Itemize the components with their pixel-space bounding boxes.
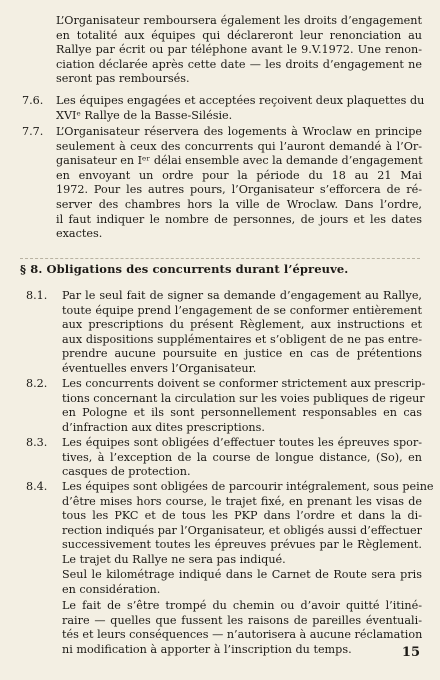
paragraph-8-3 — [62, 436, 422, 480]
text-line: Le fait de s’être trompé du chemin ou d’avoir quitté l’itiné- — [62, 599, 422, 612]
text-line: tés et leurs conséquences — n’autorisera à aucune réclamation — [62, 628, 423, 642]
text-line: Les équipes sont obligées de parcourir intégralement, sous peine — [62, 480, 434, 493]
text-line: ganisateur en Iᵉʳ délai ensemble avec la demande d’engagement — [56, 154, 423, 168]
section-heading: § 8. Obligations des concurrents durant l’épreuve. — [20, 262, 349, 276]
text-line: Les équipes sont obligées d’effectuer toutes les épreuves spor- — [62, 436, 422, 449]
text-line: aux dispositions supplémentaires et s’obligent de ne pas entre- — [62, 332, 422, 346]
text-line: rection indiqués par l’Organisateur, et obligés aussi d’effectuer — [62, 523, 422, 537]
text-line: tives, à l’exception de la course de longue distance, (So), en — [62, 450, 422, 464]
text-line: éventuelles envers l’Organisateur. — [62, 361, 257, 375]
text-line: raire — quelles que fussent les raisons de pareilles éventuali- — [62, 613, 422, 627]
text-line: en Pologne et ils sont personnellement responsables en cas — [62, 406, 422, 420]
text-line: toute équipe prend l’engagement de se conformer entièrement — [62, 303, 422, 317]
text-line: 1972. Pour les autres pours, l’Organisateur s’efforcera de ré- — [56, 183, 422, 197]
clause-number-8-4: 8.4. — [26, 480, 48, 493]
text-line: exactes. — [56, 227, 103, 241]
text-line: Rallye par écrit ou par téléphone avant le 9.V.1972. Une renon- — [56, 43, 422, 57]
text-line: ciation déclarée après cette date — les droits d’engagement ne — [56, 57, 422, 71]
text-line: XVIᵉ Rallye de la Basse-Silésie. — [56, 108, 233, 122]
text-line: L’Organisateur réservera des logements à Wroclaw en principe — [56, 125, 422, 138]
text-line: seulement à ceux des concurrents qui l’auront demandé à l’Or- — [56, 139, 422, 153]
paragraph-intro — [56, 14, 422, 87]
text-line: tous les PKC et de tous les PKP dans l’ordre et dans la di- — [62, 509, 422, 523]
separator — [20, 258, 420, 259]
paragraph-8-4-kilometrage — [62, 568, 422, 597]
text-line: Les équipes engagées et acceptées reçoivent deux plaquettes du — [56, 94, 425, 107]
paragraph-8-4 — [62, 480, 434, 568]
text-line: Par le seul fait de signer sa demande d’engagement au Rallye, — [62, 289, 422, 302]
text-line: Le trajet du Rallye ne sera pas indiqué. — [62, 552, 286, 566]
text-line: d’infraction aux dites prescriptions. — [62, 420, 265, 434]
paragraph-7-7 — [56, 125, 422, 242]
text-line: en considération. — [62, 582, 161, 596]
page-number: 15 — [401, 645, 420, 660]
clause-number-8-2: 8.2. — [26, 377, 48, 390]
text-line: Les concurrents doivent se conformer strictement aux prescrip- — [62, 377, 426, 390]
text-line: prendre aucune poursuite en justice en cas de prétentions — [62, 347, 422, 361]
text-line: seront pas remboursés. — [56, 72, 190, 86]
clause-number-7-6: 7.6. — [22, 94, 44, 107]
text-line: server des chambres hors la ville de Wroclaw. Dans l’ordre, — [56, 197, 422, 211]
clause-number-8-3: 8.3. — [26, 436, 48, 449]
text-line: d’être mises hors course, le trajet fixé, en prenant les visas de — [62, 494, 422, 508]
paragraph-8-1 — [62, 289, 422, 377]
text-line: aux prescriptions du présent Règlement, aux instructions et — [62, 318, 422, 332]
paragraph-8-4-itinerary — [62, 599, 422, 657]
text-line: L’Organisateur remboursera également les droits d’engagement — [56, 14, 422, 27]
text-line: casques de protection. — [62, 465, 191, 479]
clause-number-7-7: 7.7. — [22, 125, 44, 138]
text-line: en envoyant un ordre pour la période du 18 au 21 Mai — [56, 168, 422, 182]
text-line: ni modification à apporter à l’inscription du temps. — [62, 642, 352, 656]
text-line: successivement toutes les épreuves prévues par le Règlement. — [62, 538, 422, 552]
text-line: Seul le kilométrage indiqué dans le Carnet de Route sera pris — [62, 568, 422, 581]
paragraph-8-2 — [62, 377, 426, 435]
clause-number-8-1: 8.1. — [26, 289, 48, 302]
text-line: en totalité aux équipes qui déclareront leur renonciation au — [56, 28, 422, 42]
text-line: il faut indiquer le nombre de personnes, de jours et les dates — [56, 212, 422, 226]
text-line: tions concernant la circulation sur les voies publiques de rigeur — [62, 391, 425, 405]
paragraph-7-6 — [56, 94, 425, 123]
